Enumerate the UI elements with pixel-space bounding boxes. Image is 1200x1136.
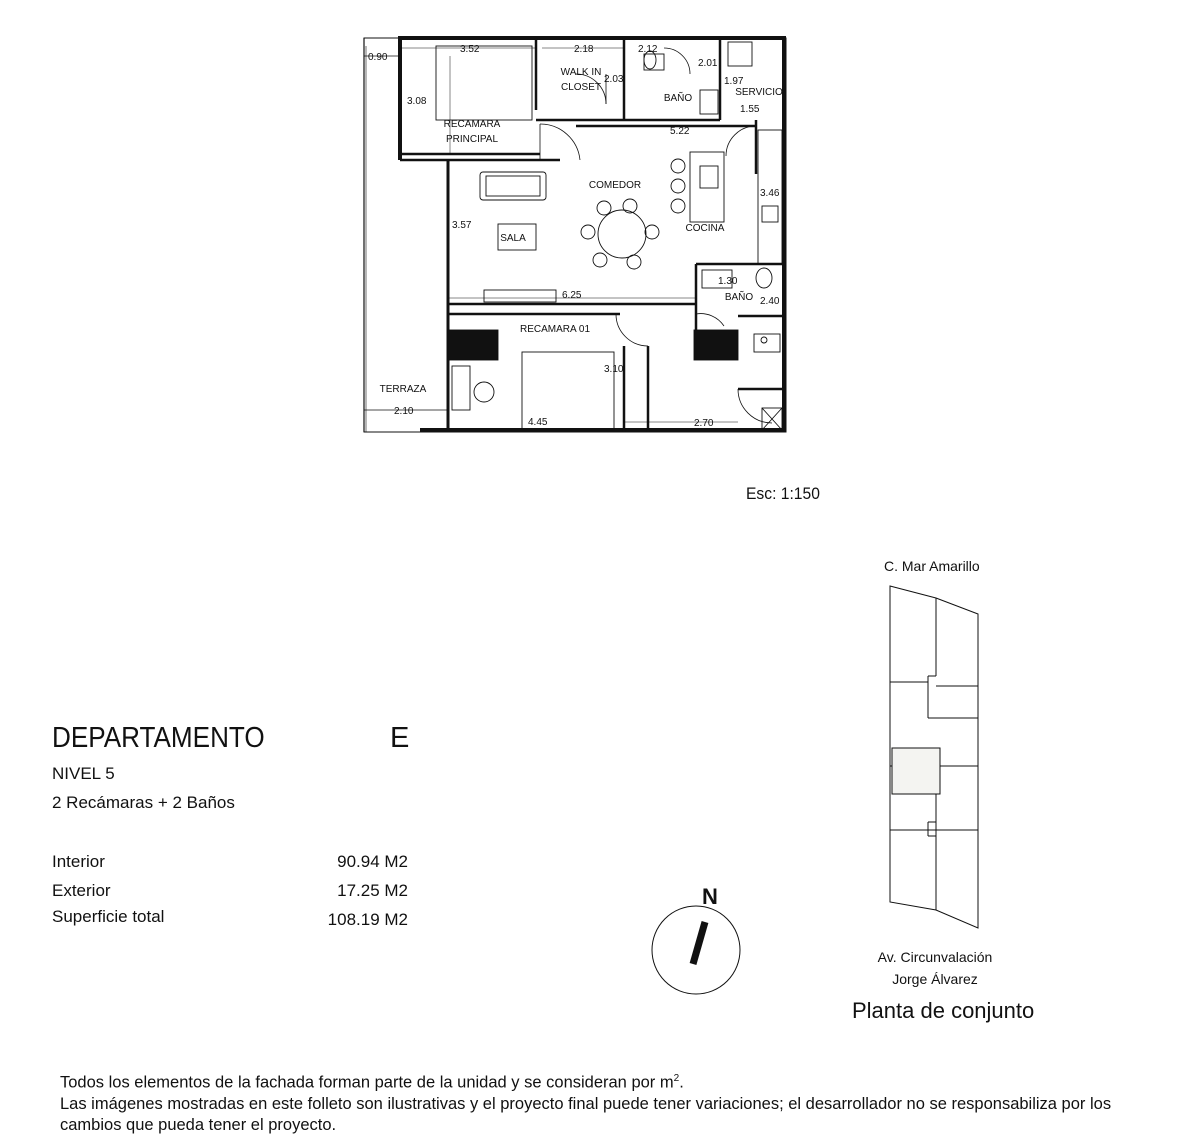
dim-203: 2.03 xyxy=(604,74,624,85)
area-name: Interior xyxy=(52,852,105,871)
exterior-walls xyxy=(364,38,786,432)
street-top-label: C. Mar Amarillo xyxy=(884,558,980,574)
room-dining: COMEDOR xyxy=(588,180,642,191)
note-line-1 xyxy=(60,1068,1150,1094)
unit-letter: E xyxy=(390,722,410,754)
note-line-1-text: Todos los elementos de la fachada forman parte de la unidad y se consideran por m xyxy=(60,1073,674,1092)
dim-130: 1.30 xyxy=(718,276,738,287)
dim-212: 2.12 xyxy=(638,44,658,55)
room-service: SERVICIO xyxy=(735,87,783,98)
sink-bath1 xyxy=(700,90,718,114)
compass-north-label: N xyxy=(702,884,718,909)
north-compass xyxy=(640,880,750,1000)
dim-090: 0.90 xyxy=(368,52,388,63)
dim-155: 1.55 xyxy=(740,104,760,115)
dim-625: 6.25 xyxy=(562,290,582,301)
interior-walls xyxy=(400,38,784,432)
street-bottom-label xyxy=(850,946,1020,990)
room-bedroom-01: RECAMARA 01 xyxy=(519,324,591,335)
dining-table xyxy=(598,210,646,258)
unit-rooms: 2 Recámaras + 2 Baños xyxy=(52,793,235,812)
washer xyxy=(728,42,752,66)
closet-block-1 xyxy=(448,330,498,360)
room-closet-1: WALK IN xyxy=(560,67,602,78)
room-closet-2: CLOSET xyxy=(560,82,602,93)
dim-270: 2.70 xyxy=(694,418,714,429)
room-bath-2: BAÑO xyxy=(724,292,754,303)
kitchen-island xyxy=(690,152,724,222)
desk xyxy=(452,366,470,410)
area-row xyxy=(52,907,408,930)
note-superscript: 2 xyxy=(673,1073,680,1084)
dim-357: 3.57 xyxy=(452,220,472,231)
room-bedroom-main-1: RECAMARA xyxy=(443,119,501,130)
unit-level: NIVEL 5 xyxy=(52,764,115,783)
compass-needle xyxy=(693,922,705,964)
area-value: 108.19 M2 xyxy=(327,910,408,929)
disclaimer-notes xyxy=(60,1068,1150,1136)
dim-210: 2.10 xyxy=(394,406,414,417)
dim-201: 2.01 xyxy=(698,58,718,69)
unit-label: DEPARTAMENTO xyxy=(52,722,265,754)
area-name: Superficie total xyxy=(52,907,165,926)
room-living: SALA xyxy=(500,233,526,244)
scale-label: Esc: 1:150 xyxy=(746,484,820,503)
area-value: 17.25 M2 xyxy=(337,881,408,900)
dim-308: 3.08 xyxy=(407,96,427,107)
room-terrace: TERRAZA xyxy=(379,384,427,395)
dim-346: 3.46 xyxy=(760,188,780,199)
dim-445: 4.45 xyxy=(528,417,548,428)
closet-block-2 xyxy=(694,330,738,360)
room-bath-1: BAÑO xyxy=(663,93,693,104)
area-value: 90.94 M2 xyxy=(337,852,408,871)
bed-main xyxy=(436,46,532,120)
dim-197: 1.97 xyxy=(724,76,744,87)
room-kitchen: COCINA xyxy=(685,223,725,234)
site-plan xyxy=(880,580,990,936)
area-row xyxy=(52,852,408,872)
area-row xyxy=(52,881,408,901)
dim-218: 2.18 xyxy=(574,44,594,55)
dim-522: 5.22 xyxy=(670,126,690,137)
street-bottom-line-2: Jorge Álvarez xyxy=(892,971,978,987)
terrace-area xyxy=(364,38,448,432)
note-line-1-end: . xyxy=(679,1073,684,1092)
dim-310: 3.10 xyxy=(604,364,624,375)
unit-highlight xyxy=(892,748,940,794)
site-plan-title: Planta de conjunto xyxy=(852,998,1035,1023)
area-name: Exterior xyxy=(52,881,111,900)
room-bedroom-main-2: PRINCIPAL xyxy=(445,134,499,145)
door-swings xyxy=(540,48,772,423)
street-bottom-line-1: Av. Circunvalación xyxy=(877,949,993,965)
dim-352: 3.52 xyxy=(460,44,480,55)
dim-240: 2.40 xyxy=(760,296,780,307)
note-line-2: Las imágenes mostradas en este folleto son ilustrativas y el proyecto final puede tener variaciones; el desarrollador no se responsabiliza por los cambios que pueda tener el proyecto. xyxy=(60,1094,1112,1134)
floor-plan xyxy=(360,34,792,436)
